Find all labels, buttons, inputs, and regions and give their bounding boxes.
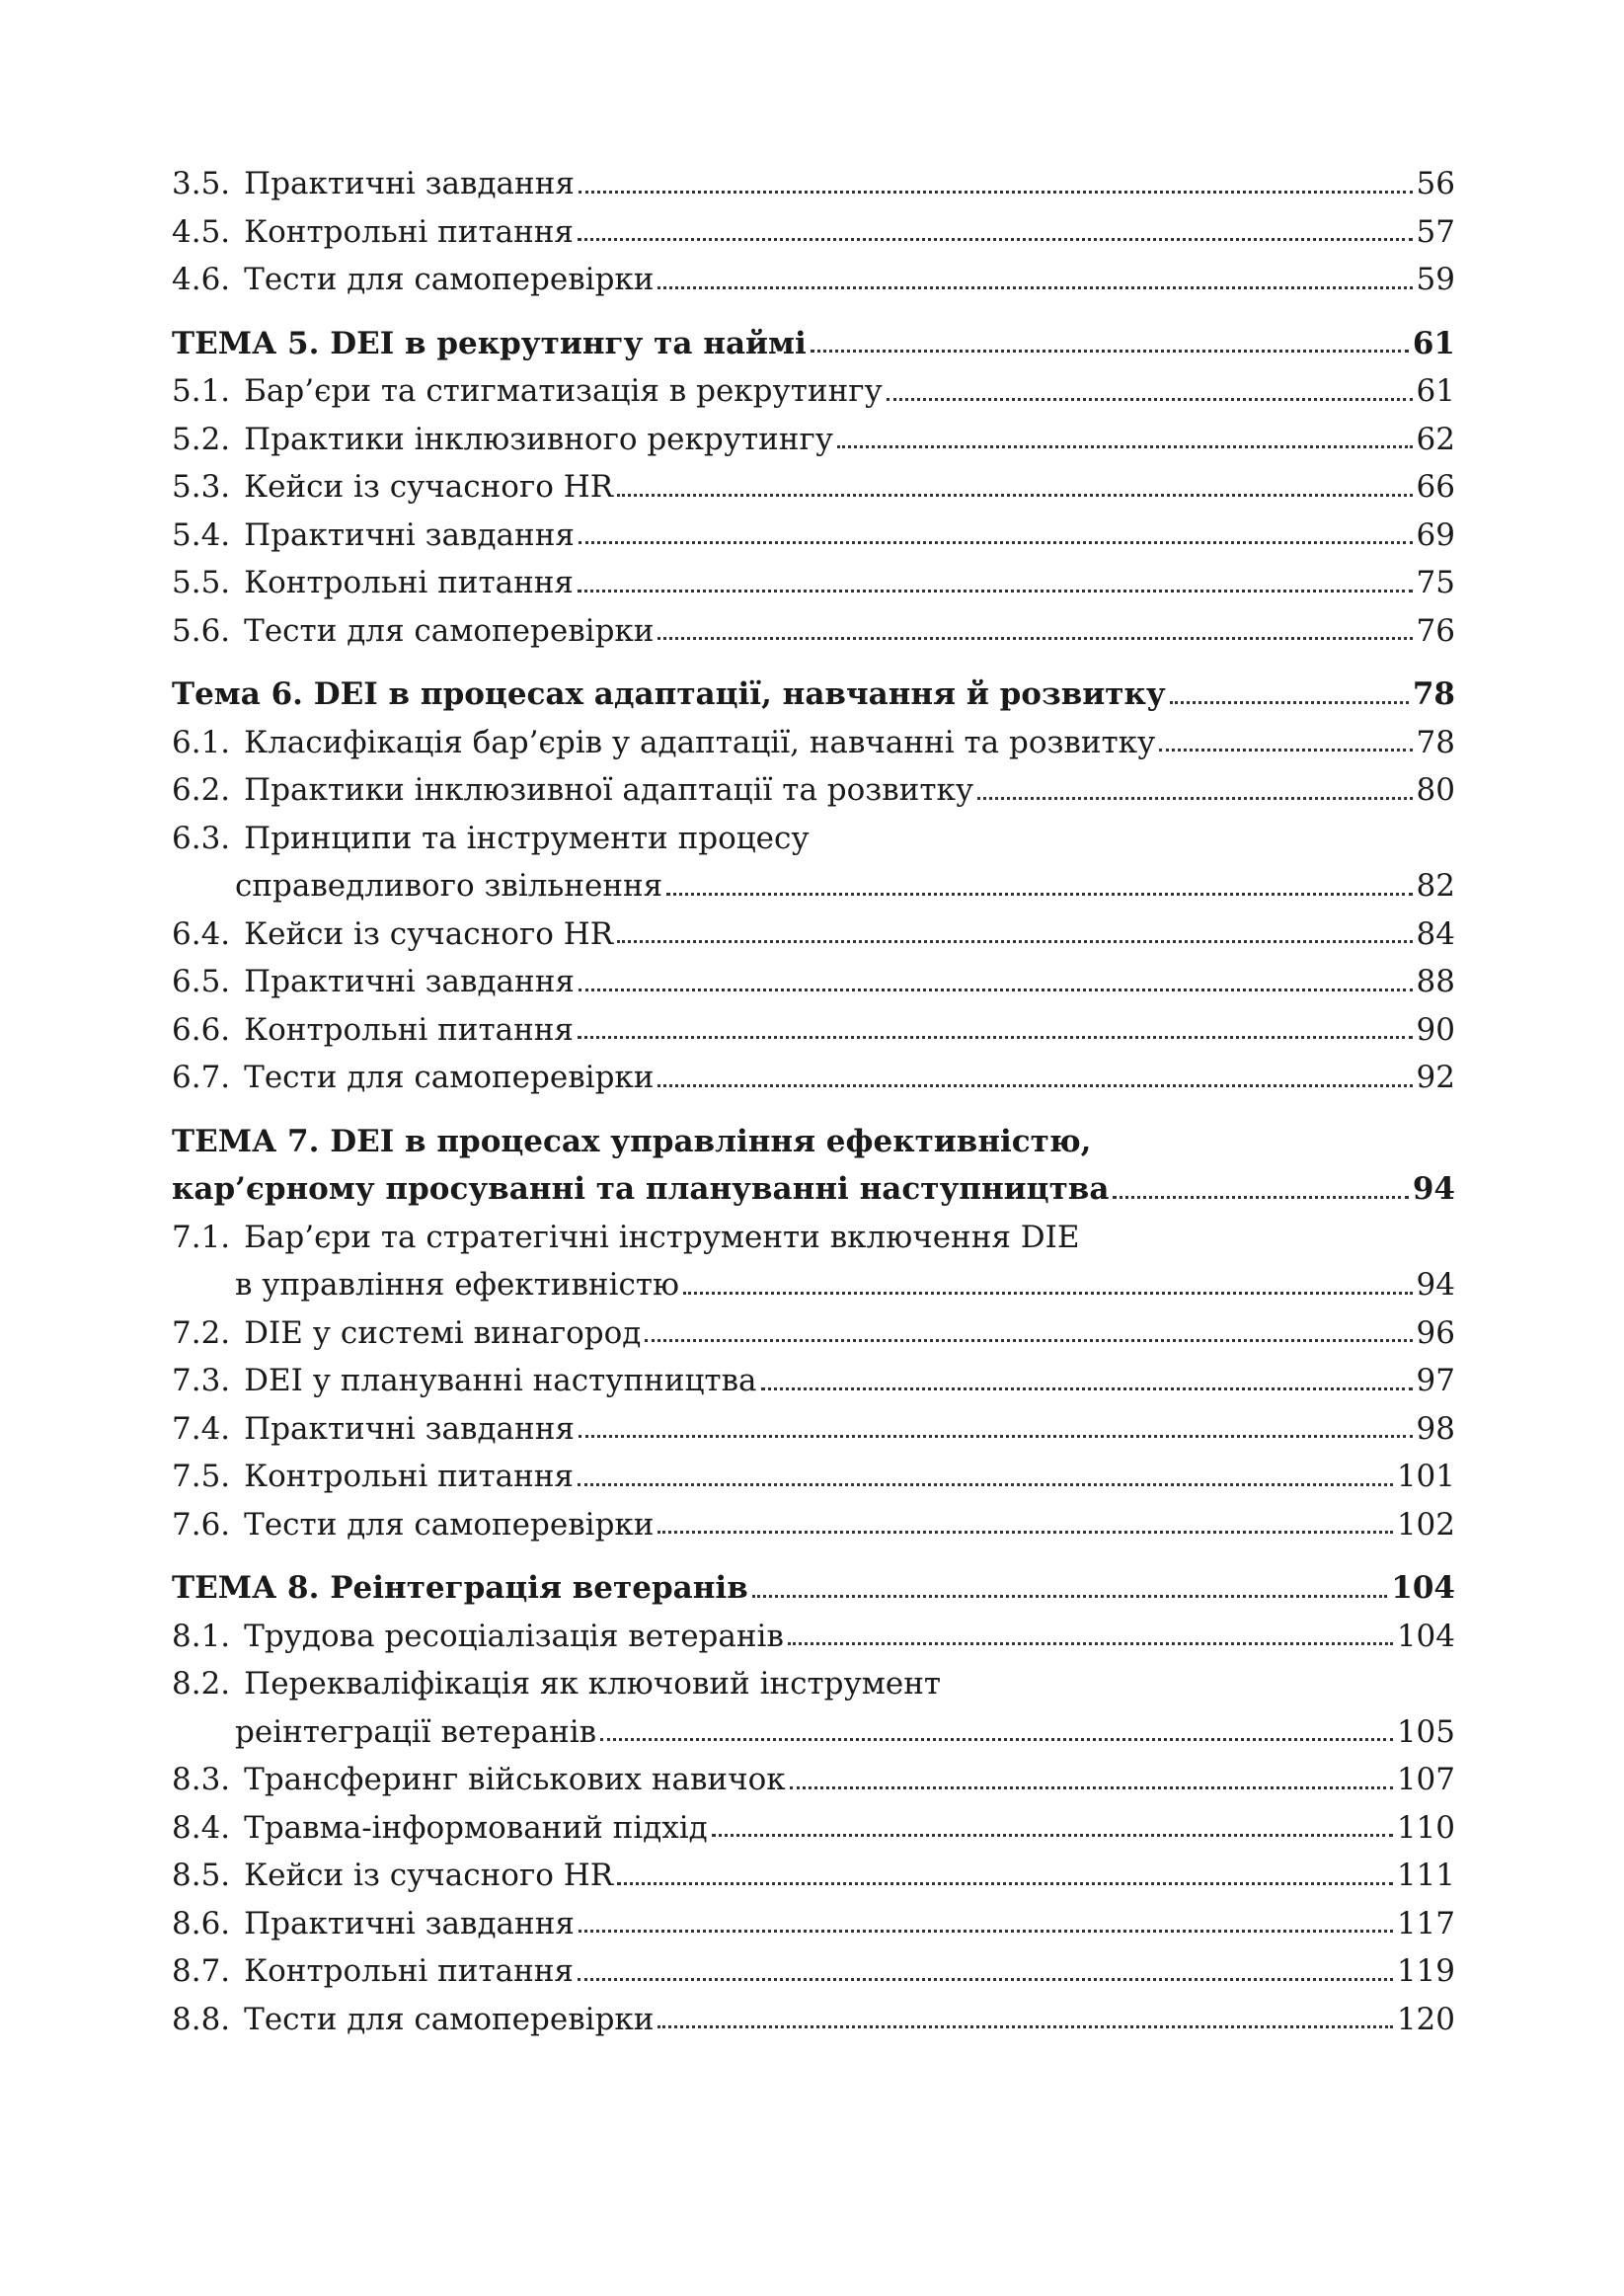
toc-entry-number: 8.8.	[172, 2001, 231, 2037]
toc-entry-title: Трудова ресоціалізація ветеранів	[244, 1618, 784, 1654]
toc-entry[interactable]	[172, 1214, 1455, 1262]
toc-entry-number: 5.3.	[172, 469, 231, 505]
toc-entry-number: 7.4.	[172, 1410, 231, 1447]
toc-entry[interactable]	[172, 367, 1455, 416]
toc-entry[interactable]	[172, 607, 1455, 656]
dot-leader	[752, 1594, 1388, 1598]
dot-leader	[683, 1291, 1413, 1295]
toc-entry-number: 8.5.	[172, 1858, 231, 1893]
dot-leader	[579, 1929, 1393, 1933]
toc-entry[interactable]	[172, 1613, 1455, 1661]
toc-entry-number: 8.2.	[172, 1666, 231, 1702]
toc-page-number: 104	[1391, 1570, 1455, 1606]
toc-entry-number: 6.2.	[172, 772, 231, 808]
dot-leader	[645, 1338, 1412, 1342]
toc-entry[interactable]	[172, 1357, 1455, 1405]
dot-leader	[657, 1083, 1412, 1087]
toc-page-number: 78	[1416, 724, 1455, 760]
toc-entry-title: Кейси із сучасного HR	[244, 1858, 614, 1893]
dot-leader	[666, 892, 1412, 896]
dot-leader	[578, 589, 1413, 593]
dot-leader	[657, 636, 1412, 640]
toc-entry-title: Кейси із сучасного HR	[244, 469, 614, 505]
toc-entry-number: 3.5.	[172, 166, 231, 201]
toc-entry[interactable]	[172, 1804, 1455, 1853]
toc-page-number: 61	[1412, 325, 1455, 361]
dot-leader	[1159, 748, 1412, 752]
toc-entry[interactable]	[172, 958, 1455, 1006]
toc-page-number: 66	[1416, 469, 1455, 505]
toc-entry[interactable]	[172, 463, 1455, 512]
toc-entry-title: Практичні завдання	[244, 1410, 575, 1447]
toc-entry-number: 7.5.	[172, 1459, 231, 1494]
toc-entry-title: Бар’єри та стратегічні інструменти включення DIE	[244, 1219, 1080, 1255]
toc-page-number: 84	[1416, 915, 1455, 952]
toc-entry-number: 7.6.	[172, 1506, 231, 1543]
dot-leader	[617, 1881, 1393, 1885]
toc-chapter-heading[interactable]	[172, 1165, 1455, 1214]
toc-entry-title: кар’єрному просуванні та плануванні наступництва	[172, 1171, 1110, 1207]
toc-entry[interactable]	[172, 910, 1455, 959]
dot-leader	[837, 444, 1413, 448]
toc-page-number: 111	[1396, 1858, 1455, 1893]
toc-page-number: 59	[1416, 262, 1455, 297]
toc-entry-number: 4.6.	[172, 262, 231, 297]
toc-page-number: 76	[1416, 612, 1455, 649]
toc-entry-number: 6.7.	[172, 1060, 231, 1095]
toc-entry-number: 7.3.	[172, 1363, 231, 1398]
toc-page-number: 96	[1416, 1314, 1455, 1351]
toc-entry-number: 5.4.	[172, 516, 231, 553]
toc-entry[interactable]	[172, 1261, 1455, 1309]
toc-entry-number: 8.7.	[172, 1953, 231, 1989]
toc-entry-title: Трансферинг військових навичок	[244, 1762, 786, 1797]
toc-entry-number: 8.1.	[172, 1618, 231, 1654]
toc-page-number: 102	[1396, 1506, 1455, 1543]
toc-page-number: 94	[1412, 1171, 1455, 1207]
toc-page-number: 61	[1416, 373, 1455, 409]
toc-page-number: 119	[1396, 1953, 1455, 1989]
toc-page-number: 62	[1416, 421, 1455, 457]
toc-entry[interactable]	[172, 1852, 1455, 1900]
toc-entry[interactable]	[172, 559, 1455, 607]
dot-leader	[790, 1785, 1393, 1789]
toc-entry-title: Практичні завдання	[244, 166, 575, 201]
toc-entry-title: ТЕМА 5. DEI в рекрутингу та наймі	[172, 325, 807, 361]
toc-entry-number: 6.4.	[172, 915, 231, 952]
toc-entry-title: DIE у системі винагород	[244, 1314, 642, 1351]
table-of-contents	[172, 160, 1455, 2043]
toc-chapter-heading[interactable]	[172, 1118, 1455, 1166]
toc-entry-title: ТЕМА 8. Реінтеграція ветеранів	[172, 1570, 748, 1606]
dot-leader	[578, 1977, 1393, 1981]
toc-page-number: 101	[1396, 1459, 1455, 1494]
toc-entry[interactable]	[172, 256, 1455, 304]
dot-leader	[977, 796, 1412, 800]
toc-entry-title: Контрольні питання	[244, 1011, 574, 1048]
toc-page-number: 117	[1396, 1905, 1455, 1941]
toc-page-number: 56	[1416, 166, 1455, 201]
dot-leader	[761, 1386, 1413, 1390]
toc-entry[interactable]	[172, 416, 1455, 464]
toc-page-number: 69	[1416, 516, 1455, 553]
dot-leader	[712, 1833, 1393, 1837]
toc-entry-number: 4.5.	[172, 213, 231, 250]
toc-page-number: 120	[1396, 2001, 1455, 2037]
dot-leader	[657, 285, 1412, 289]
toc-entry-title: реінтеграції ветеранів	[235, 1713, 597, 1750]
dot-leader	[579, 1434, 1413, 1438]
toc-entry-title: ТЕМА 7. DEI в процесах управління ефективністю,	[172, 1123, 1092, 1159]
dot-leader	[657, 1530, 1392, 1534]
toc-entry-number: 6.5.	[172, 964, 231, 999]
toc-page-number: 78	[1412, 676, 1455, 712]
toc-entry-title: DEI у плануванні наступництва	[244, 1363, 757, 1398]
toc-page-number: 57	[1416, 213, 1455, 250]
toc-entry-title: Кейси із сучасного HR	[244, 915, 614, 952]
toc-page-number: 82	[1416, 868, 1455, 904]
toc-entry-number: 5.2.	[172, 421, 231, 457]
toc-entry[interactable]	[172, 1947, 1455, 1996]
toc-entry-title: справедливого звільнення	[235, 868, 663, 904]
toc-entry-number: 5.5.	[172, 565, 231, 600]
toc-entry-title: Тести для самоперевірки	[244, 1060, 655, 1095]
toc-entry[interactable]	[172, 1054, 1455, 1102]
toc-entry-title: Практики інклюзивної адаптації та розвитку	[244, 772, 974, 808]
toc-page-number: 94	[1416, 1267, 1455, 1303]
toc-entry[interactable]	[172, 1501, 1455, 1549]
toc-entry-title: Бар’єри та стигматизація в рекрутингу	[244, 373, 883, 409]
toc-entry-title: Практики інклюзивного рекрутингу	[244, 421, 833, 457]
toc-page-number: 80	[1416, 772, 1455, 808]
toc-entry[interactable]	[172, 1006, 1455, 1055]
toc-entry-number: 8.3.	[172, 1762, 231, 1797]
dot-leader	[578, 1035, 1413, 1039]
toc-entry[interactable]	[172, 719, 1455, 767]
toc-entry[interactable]	[172, 766, 1455, 815]
toc-entry[interactable]	[172, 512, 1455, 560]
toc-chapter-heading[interactable]	[172, 320, 1455, 368]
toc-entry[interactable]	[172, 815, 1455, 863]
toc-entry-title: Принципи та інструменти процесу	[244, 820, 810, 856]
toc-chapter-heading[interactable]	[172, 671, 1455, 719]
toc-page-number: 97	[1416, 1363, 1455, 1398]
toc-entry-number: 5.6.	[172, 612, 231, 649]
toc-entry[interactable]	[172, 160, 1455, 208]
toc-entry-title: Практичні завдання	[244, 964, 575, 999]
toc-entry[interactable]	[172, 1405, 1455, 1454]
toc-entry-title: Контрольні питання	[244, 565, 574, 600]
toc-page-number: 88	[1416, 964, 1455, 999]
toc-entry-title: Перекваліфікація як ключовий інструмент	[244, 1666, 942, 1702]
toc-entry[interactable]	[172, 1708, 1455, 1757]
toc-page-number: 110	[1396, 1809, 1455, 1846]
toc-entry-title: Тести для самоперевірки	[244, 262, 655, 297]
toc-entry[interactable]	[172, 1756, 1455, 1804]
dot-leader	[657, 2024, 1392, 2028]
toc-entry-number: 7.2.	[172, 1314, 231, 1351]
dot-leader	[579, 190, 1413, 194]
toc-entry[interactable]	[172, 1453, 1455, 1501]
toc-entry-number: 7.1.	[172, 1219, 231, 1255]
toc-entry-title: Тема 6. DEI в процесах адаптації, навчання й розвитку	[172, 676, 1166, 712]
toc-entry-title: Контрольні питання	[244, 213, 574, 250]
toc-entry[interactable]	[172, 1309, 1455, 1358]
toc-entry-title: в управління ефективністю	[235, 1267, 679, 1303]
toc-entry[interactable]	[172, 208, 1455, 257]
toc-entry-number: 8.6.	[172, 1905, 231, 1941]
dot-leader	[1113, 1195, 1408, 1199]
dot-leader	[579, 540, 1413, 544]
dot-leader	[578, 1482, 1393, 1486]
toc-page-number: 104	[1396, 1618, 1455, 1654]
dot-leader	[617, 493, 1412, 497]
dot-leader	[579, 988, 1413, 991]
toc-entry-number: 5.1.	[172, 373, 231, 409]
toc-entry-title: Практичні завдання	[244, 516, 575, 553]
dot-leader	[1170, 700, 1409, 704]
toc-chapter-heading[interactable]	[172, 1564, 1455, 1613]
toc-entry-title: Контрольні питання	[244, 1459, 574, 1494]
dot-leader	[617, 939, 1412, 943]
toc-page-number: 107	[1396, 1762, 1455, 1797]
toc-entry-number: 6.1.	[172, 724, 231, 760]
toc-entry[interactable]	[172, 1660, 1455, 1708]
toc-page-number: 105	[1396, 1713, 1455, 1750]
toc-page-number: 90	[1416, 1011, 1455, 1048]
dot-leader	[578, 237, 1413, 241]
toc-entry-title: Класифікація бар’єрів у адаптації, навчанні та розвитку	[244, 724, 1156, 760]
toc-entry[interactable]	[172, 1996, 1455, 2044]
toc-entry-title: Тести для самоперевірки	[244, 2001, 655, 2037]
dot-leader	[600, 1737, 1393, 1741]
toc-entry-title: Контрольні питання	[244, 1953, 574, 1989]
toc-entry[interactable]	[172, 1900, 1455, 1948]
toc-entry-number: 6.3.	[172, 820, 231, 856]
toc-entry-title: Тести для самоперевірки	[244, 612, 655, 649]
toc-entry-title: Травма-інформований підхід	[244, 1809, 708, 1846]
toc-page-number: 98	[1416, 1410, 1455, 1447]
toc-entry-title: Практичні завдання	[244, 1905, 575, 1941]
toc-page-number: 75	[1416, 565, 1455, 600]
toc-entry-number: 8.4.	[172, 1809, 231, 1846]
dot-leader	[887, 397, 1413, 401]
dot-leader	[811, 349, 1409, 353]
toc-entry-title: Тести для самоперевірки	[244, 1506, 655, 1543]
dot-leader	[788, 1641, 1393, 1645]
toc-page-number: 92	[1416, 1060, 1455, 1095]
toc-entry-number: 6.6.	[172, 1011, 231, 1048]
toc-entry[interactable]	[172, 862, 1455, 910]
